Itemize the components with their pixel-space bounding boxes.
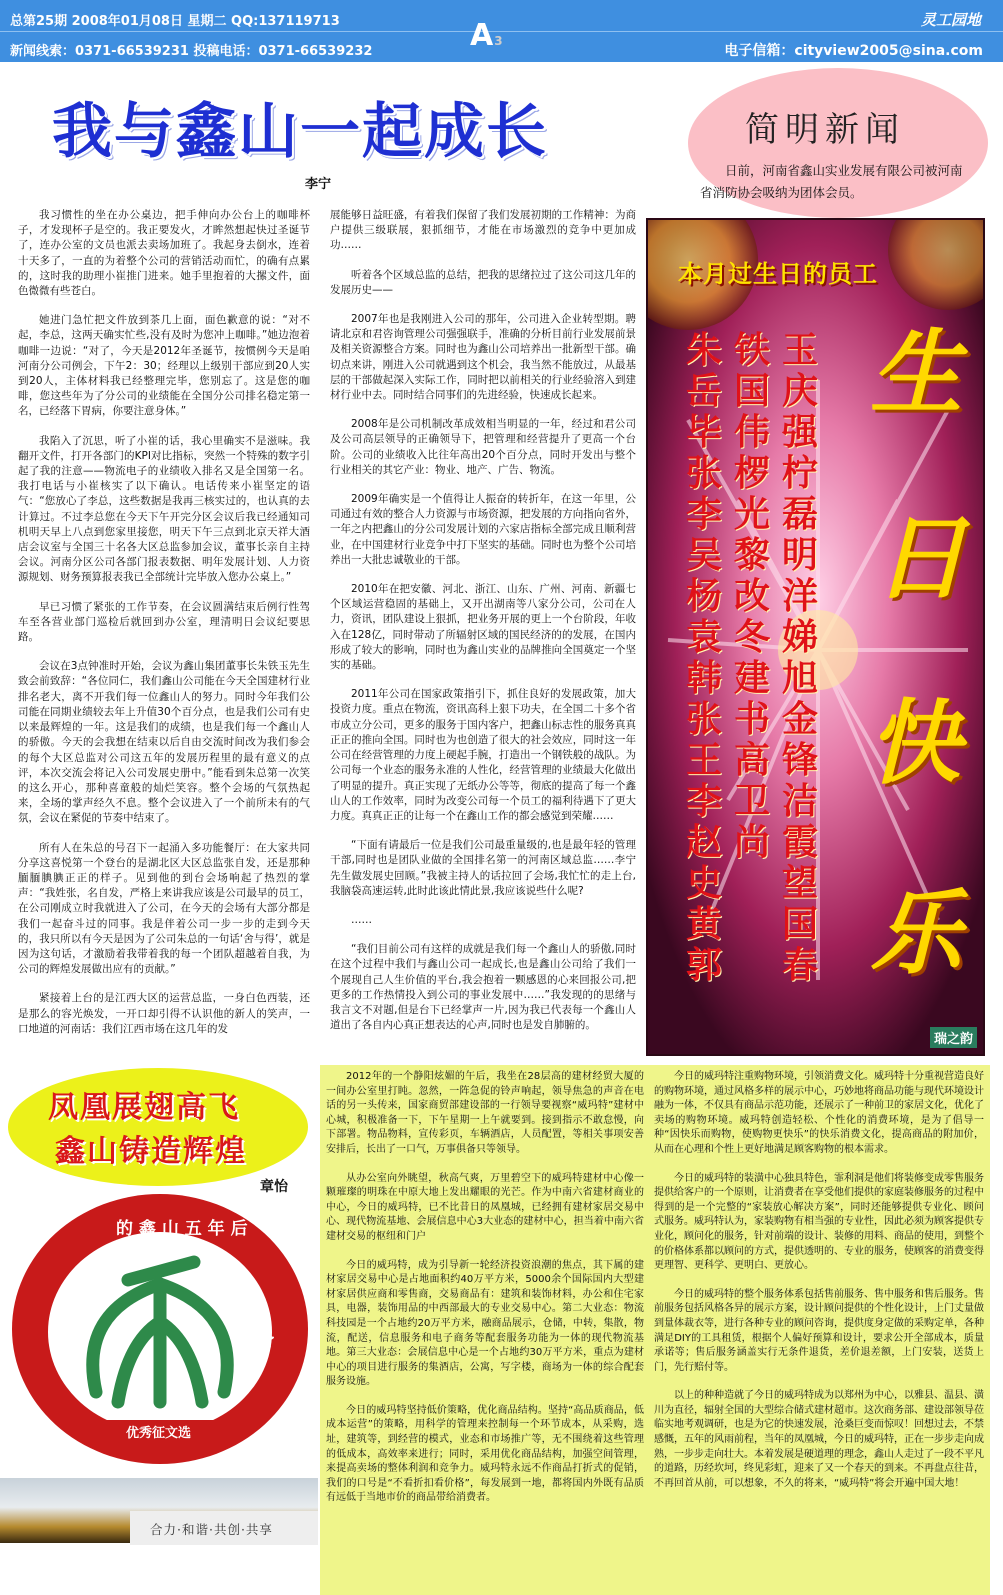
- paragraph: 从办公室向外眺望，秋高气爽，万里碧空下的威玛特建材中心像一颗璀璨的明珠在中原大地上发出耀眼的光芒。作为中南六省建材商业的中心，今日的威玛特，已不比昔日的凤凰城，已经拥有建材家居交易中心、现代物流基地、会展信息中心3大业态的建材中心，担当着中南六省建材交易的枢纽和门户: [326, 1172, 644, 1242]
- logo-ring-left: 五 年 后: [56, 1307, 93, 1366]
- headline-line-1: 凤凰展翅高飞: [48, 1090, 240, 1125]
- greeting-char: 日: [874, 504, 967, 612]
- paragraph: 以上的种种造就了今日的威玛特成为以郑州为中心，以雅县、温县、潢川为直径，辐射全国的大型综合储式建材超市。这次商务部、建设部领导莅临实地考观调研，也是为它的快速发展，沧桑巨变而惊叹！回想过去，不禁感慨，五年的风雨前程，当年的凤凰城，今日的威玛特，正在一步步走向成熟，一步步走向壮大。本着发展是硬道理的理念，鑫山人走过了一段不平凡的道路，历经坎坷，终见彩虹，迎来了又一个春天的到来。不再盘点往昔，不再回首从前，可以想象，不久的将来，“威玛特”将会开遍中国大地！: [654, 1390, 984, 1489]
- birthday-names-col-1: 玉庆强柠磊明洋娣旭金锋洁霞望国春: [782, 330, 819, 986]
- greeting-char: 生: [870, 319, 963, 427]
- paragraph: 紧接着上台的是江西大区的运营总监，一身白色西装，还是那么的容光焕发，一开口却引得不认识他的新人的笑声，一口地道的河南话：我们江西市场在这几年的发: [18, 992, 310, 1035]
- email-info: 电子信箱：cityview2005@sina.com: [724, 43, 983, 59]
- paragraph: 展能够日益旺盛，有着我们保留了我们发展初期的工作精神：为商户提供三级联展，狠抓细节，才能在市场激烈的竞争中更加成功……: [330, 209, 636, 252]
- essay-contest-logo: [8, 1192, 313, 1472]
- paragraph: 所有人在朱总的号召下一起涌入多功能餐厅：在大家共同分享这喜悦第一个登台的是湖北区大区总监张自发，还是那种腼腼腆腆正正的样子。见到他的到台会场响起了热烈的掌声：“我姓张，名自发，严格上来讲我应该是公司最早的员工，在公司刚成立时我就进入了公司，在今天的会场有大部分都是我们一起奋斗过的同事。我是伴着公司一步一步的走到今天的，我只所以有今天是因为了公司朱总的一句话‘舍与得’，就是因为这句话，才激励着我带着我的每一个团队超越着自我，为公司的辉煌发展做出应有的贡献。”: [18, 841, 310, 976]
- issue-info: 总第25期 2008年01月08日 星期二 QQ:137119713: [10, 14, 340, 29]
- essay-column-1: [326, 1070, 644, 1590]
- greeting-char: 乐: [870, 879, 963, 987]
- paragraph: 今日的威玛特的装潢中心独具特色，霏利洞是他们将装修变成零售服务提供给客户的一个原则，让消费者在享受他们提供的家庭装修服务的过程中得到的是一个完整的“家装放心解决方案”，同时还能够提供专业化、顾问式服务。威玛特认为，家装购物有相当强的专业性，因此必须为顾客提供专业化，顾问化的服务，针对前端的设计、装修的用料、商品的使用，到整个的价格体系都以顾问的方式，提供透明的、专业的服务，使顾客的消费变得更理智、更科学、更明白、更放心。: [654, 1172, 984, 1272]
- headline-line-2: 鑫山铸造辉煌: [55, 1134, 247, 1169]
- section-name: 灵工园地: [920, 11, 981, 29]
- birthday-names-col-2: 铁国伟椤光黎 改冬 建 书高卫尚: [734, 330, 771, 863]
- birthday-poster: [646, 218, 985, 1056]
- brief-news-text: 日前，河南省鑫山实业发展有限公司被河南省消防协会吸纳为团体会员。: [700, 163, 963, 200]
- article-author: 章怡: [260, 1179, 288, 1195]
- paragraph: 听着各个区域总监的总结，把我的思绪拉过了这公司这几年的发展历史——: [330, 268, 636, 296]
- paragraph: 2009年确实是一个值得让人振奋的转折年，在这一年里，公司通过有效的整合人力资源与市场资源，把发展的方向指向省外，一年之内把鑫山的分公司发展计划的六家店指标全部完成且顺利营业，在中国建材行业竞争中打下坚实的基础。同时也为整个公司培养出一大批忠诚敬业的干部。: [330, 493, 636, 566]
- page-number: [470, 18, 503, 53]
- essay-column-2: [654, 1070, 984, 1590]
- article-column-1: [18, 208, 310, 1068]
- paragraph: 今日的威玛特的整个服务体系包括售前服务、售中服务和售后服务。售前服务包括风格各异的展示方案，设计顾问提供的个性化设计，上门丈量做到量体裁衣等，进行各种专业的顾问咨询，提供度身定做的采购定单，各种满足DIY的工具租赁，根据个人偏好预算和设计，要求公开全部成本，质量承诺等；售后服务涵盖实行无条件退货，差价退差额，上门安装，送货上门，先行赔付等。: [654, 1288, 984, 1373]
- article-title: 我与鑫山一起成长: [52, 97, 548, 167]
- paragraph: ……: [351, 913, 372, 926]
- page-letter: A: [470, 18, 494, 53]
- paragraph: “下面有请最后一位是我们公司最重量级的,也是最年轻的管理干部,同时也是团队业做的全国排名第一的河南区域总监……李宁先生做发展史回顾。”我被主持人的话拉回了会场,我忙忙的走上台,我脑袋高速运转,此时此该此情此景,我应该说些什么呢?: [330, 839, 636, 897]
- paragraph: 她进门急忙把文件放到茶几上面，面色歉意的说：“对不起，李总，这两天确实忙些,没有及时为您冲上咖啡。”她边泡着咖啡一边说：“对了，今天是2012年圣诞节，按惯例今天是咱河南分公司例会，下午2：30；经理以上级别干部应到20人实到20人，主体材料我已经整理完毕，您别忘了。这是您的咖啡，您这些年为了分公司的业绩能在全国分公司排名稳定第一名，已经落下胃病，你要注意身体。”: [18, 314, 310, 418]
- page-digit: 3: [494, 34, 503, 48]
- article-column-2: [330, 208, 636, 1068]
- paragraph: 2010年在把安徽、河北、浙江、山东、广州、河南、新疆七个区域运营稳固的基础上，又开出湖南等八家分公司，公司在人力，资讯，团队建设上狠抓，把业务开展的更上一个台阶段，年收入在128亿，同时带动了所辐射区域的国民经济的的发展，在国内形成了较大的影响，同时也为鑫山实业的品牌推向全国奠定一个坚实的基础。: [330, 583, 636, 672]
- news-hotline: 新闻线索：0371-66539231 投稿电话：0371-66539232: [10, 44, 373, 59]
- paragraph: 我陷入了沉思，听了小崔的话，我心里确实不是滋味。我翻开文件，打开各部门的KPI对比指标，突然一个特殊的数字引起了我的注意——物流电子的业绩收入排名又是全国第一名。我打电话与小崔核实了以下确认。电话传来小崔坚定的语气：“您放心了李总，这些数据是我再三核实过的，也认真的去计算过。不过李总您在今天下午开完分区会议后我已经通知司机明天早上八点到您家里接您，明天下午三点到北京天祥大酒店会议室与全国三十名各大区总监参加会议，董事长亲自主持会议。河南分区公司各部门报表数据、明年发展计划、人力资源规划、财务预算报表我已全部统计完毕放入您办公桌上。”: [18, 434, 310, 584]
- paragraph: 今日的威玛特坚持低价策略，优化商品结构。坚持“高品质商品，低成本运营”的策略，用科学的管理来控制每一个环节成本，从采购，选址，建筑等，到经营的模式，业态和市场推广等，无不围绕着这些管理的低成本，高效率来进行；同时，采用优化商品结构，加强空间管理，来提高卖场的整体利润和竞争力。威玛特永远不作商品打折式的促销，我们的口号是“不看折扣看价格”，每发展到一地，都将国内外既有品质有远低于当地市价的商品带给消费者。: [326, 1404, 644, 1504]
- paragraph: 2008年是公司机制改革成效相当明显的一年，经过和君公司及公司高层领导的正确领导下，把管理和经营提升了更高一个台阶。公司的业绩收入比往年高出20个百分点，同时开发出与整个行业相关的其它产业：物业、地产、广告、物流。: [330, 418, 636, 476]
- paragraph: 2011年公司在国家政策指引下，抓住良好的发展政策，加大投资力度。重点在物流，资讯高科上狠下功夫，在全国二十多个省市成立分公司，更多的服务于国内客户，把鑫山标志性的服务真真正正的推向全国。同时也为也创造了很大的社会效应，同时这一年公司在经营管理的力度上硬起手腕，打造出一个钢铁般的战队。为公司每一个业态的服务永准的人性化，经营管理的业绩最大化做出了明显的提升。真正实现了无纸办公等等，彻底的提高了每一个鑫山人的工作效率，同时为改变公司每一个员工的福利待遇下了更大力度。真真正正的让每一个在鑫山工作的都会感觉到荣耀……: [330, 688, 636, 822]
- paragraph: 2012年的一个静阳炫媚的午后，我坐在28层高的建材经贸大厦的一间办公室里打盹。忽然，一阵急促的铃声响起，领导焦急的声音在电话的另一头传来，国家商贸部建设部的一行领导要视察“威玛特”建材中心城，积极准备一下，下午星期一上午就要到。接到指示不敢怠慢，向下部署。物品物料，宣传彩页，车辆酒店，人员配置，等相关事项安善安排后，长出了一口气，万事俱备只等领导。: [326, 1071, 644, 1155]
- birthday-names-col-3: 朱岳毕张李吴杨袁韩张王李赵史黄郭: [686, 330, 723, 986]
- brief-news-title: 简明新闻: [745, 110, 905, 150]
- paragraph: 今日的威玛特，成为引导新一轮经济投资浪潮的焦点，其下属的建材家居交易中心是占地面积约40万平方米，5000余个国际国内大型建材家居供应商和零售商，交易商品有：建筑和装饰材料，办公和住宅家具，电器，装饰用品的中西部最大的专业交易中心。第二大业态：物流科技园是一个占地约20万平方米，融商品展示，仓储，中转，集散，物流，配送，信息服务和电子商务等配套服务功能为一体的现代物流基地。第三大业态：会展信息中心是一个占地约30万平方米，重点为建材中心的项目进行服务的集酒店，公寓，写字楼，商场为一体的综合配套服务设施。: [326, 1259, 644, 1388]
- logo-ribbon-text: 优秀征文选: [126, 1426, 192, 1441]
- paragraph: 早已习惯了紧张的工作节奏，在会议圆满结束后例行性驾车至各营业部门巡检后就回到办公室，理清明日会议纪要思路。: [18, 600, 310, 644]
- paragraph: 今日的威玛特注重购物环境，引领消费文化。威玛特十分重视营造良好的购物环境，通过风格多样的展示中心，巧妙地将商品功能与现代环境设计融为一体，不仅具有商品示范功能，还展示了一种前卫的家居文化，优化了卖场的购物环境。威玛特创造轻松、个性化的消费环境，是为了倡导一种“因快乐而购物，使购物更快乐”的快乐消费文化，提高商品的附加价，从而在心理和个性上更好地满足顾客购物的根本需求。: [654, 1071, 984, 1155]
- article-author: 李宁: [305, 177, 332, 192]
- paragraph: 会议在3点钟准时开始，会议为鑫山集团董事长朱铁玉先生致会前致辞：“各位同仁，我们鑫山公司能在今天全国建材行业排名老大，离不开我们每一位鑫山人的努力。同时今年我们公司能在同期业绩较去年上升值30个百分点，也是我们公司有史以来最辉煌的一年。这是我们的成绩，也是我们每一个鑫山人的骄傲。今天的会我想在结束以后自由交流时间改为我们参会的每个大区总监对公司这五年的发展历程里的最有意义的点评，本次交流会将记入公司发展史册中。”能看到朱总第一次笑的这么开心，那种喜童般的灿烂笑容。整个会场的气氛热起来，全场的掌声经久不息。整个会议进入了一个前所未有的气氛，会议在紧促的节奏中结束了。: [18, 660, 310, 825]
- birthday-title: 本月过生日的员工: [678, 260, 878, 288]
- logo-ring-right: 的 我: [247, 1331, 277, 1371]
- footer-slogan: 合力·和谐·共创·共享: [150, 1522, 273, 1537]
- paragraph: “我们目前公司有这样的成就是我们每一个鑫山人的骄傲,同时在这个过程中我们与鑫山公司一起成长,也是鑫山公司给了我们一个展现自己人生价值的平台,我会抱着一颗感恩的心来回报公司,把更多的工作热情投入到公司的事业发展中……”我发现的的思绪与我言文不对题,但是台下已经掌声一片,因为我已代表每一个鑫山人道出了各自内心真正想表达的心声,同时也是发自肺腑的。: [330, 943, 636, 1032]
- paragraph: 2007年也是我刚进入公司的那年，公司进入企业转型期。聘请北京和君咨询管理公司强强联手，准确的分析目前行业发展前景及相关资源整合方案。同时也为鑫山公司培养出一批新型干部。确切点来讲，刚进入公司就遇到这个机会，我当然不能放过，从最基层的干部做起深入实际工作，同时把以前相关的行业经验溶入到建材行业中去。同时结合同事们的先进经验，快速成长起来。: [330, 313, 636, 402]
- poster-signature: 瑞之韵: [930, 1027, 977, 1048]
- page-header: [0, 0, 1003, 62]
- greeting-char: 快: [868, 689, 961, 797]
- paragraph: 我习惯性的坐在办公桌边，把手伸向办公台上的咖啡杯子，才发现杯子是空的。我正要发火，才眸然想起快过圣诞节了，连办公室的文员也派去卖场加班了。我起身去倒水，连着十天多了，一直的为着整个公司的营销活动而忙，的确有点累的，这时我的助理小崔推门进来。她手里抱着的大摞文件，面色微微有些苍白。: [18, 209, 310, 298]
- logo-ring-top: 的 鑫 山 五 年 后: [116, 1219, 248, 1239]
